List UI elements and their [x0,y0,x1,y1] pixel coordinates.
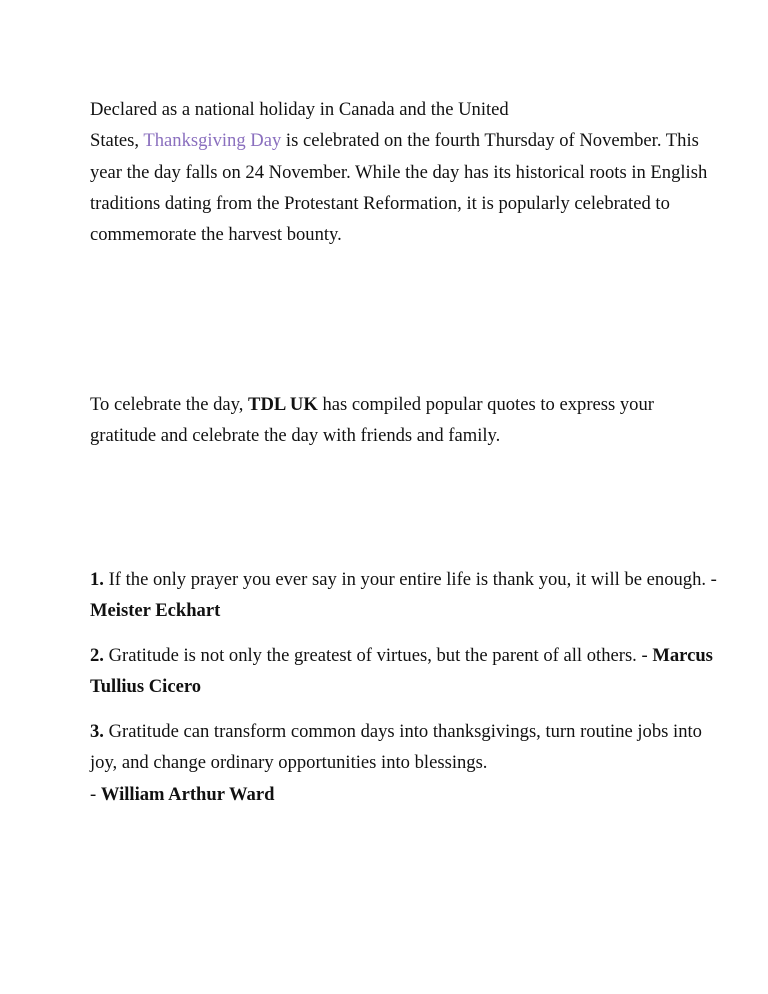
quote-number: 1. [90,569,104,590]
celebrate-text-before-bold: To celebrate the day, [90,394,249,415]
quote-number: 2. [90,645,104,666]
intro-text-after-link: is celebrated on the fourth Thursday of November. This year the day falls on 24 November. While the day has its historical roots in English traditions dating from the Protestant Reformation, it is popularly celebrated to commemorate the harvest bounty. [90,130,708,246]
quote-item [90,564,720,627]
intro-text-before-link: States, [90,130,144,152]
tdl-uk-label: TDL UK [248,394,318,415]
intro-line-1: Declared as a national holiday in Canada and the United [90,99,509,120]
quote-item [90,716,720,810]
quote-text: Gratitude can transform common days into thanksgivings, turn routine jobs into joy, and change ordinary opportunities into blessings. [90,721,702,774]
intro-paragraph [90,94,720,250]
quote-author: William Arthur Ward [100,783,275,805]
quote-number: 3. [90,721,104,742]
quote-dash: - [90,783,101,805]
celebrate-text-after-bold: has compiled popular quotes to express your gratitude and celebrate the day with friends and family. [90,394,654,447]
quote-item [90,640,720,703]
quote-text: If the only prayer you ever say in your entire life is thank you, it will be enough. - [103,569,717,590]
quote-author: Meister Eckhart [90,600,221,622]
quote-author: Marcus Tullius Cicero [90,645,713,698]
celebrate-paragraph [90,389,720,452]
thanksgiving-day-link[interactable]: Thanksgiving Day [143,130,282,152]
quote-text: Gratitude is not only the greatest of virtues, but the parent of all others. - [103,645,653,666]
